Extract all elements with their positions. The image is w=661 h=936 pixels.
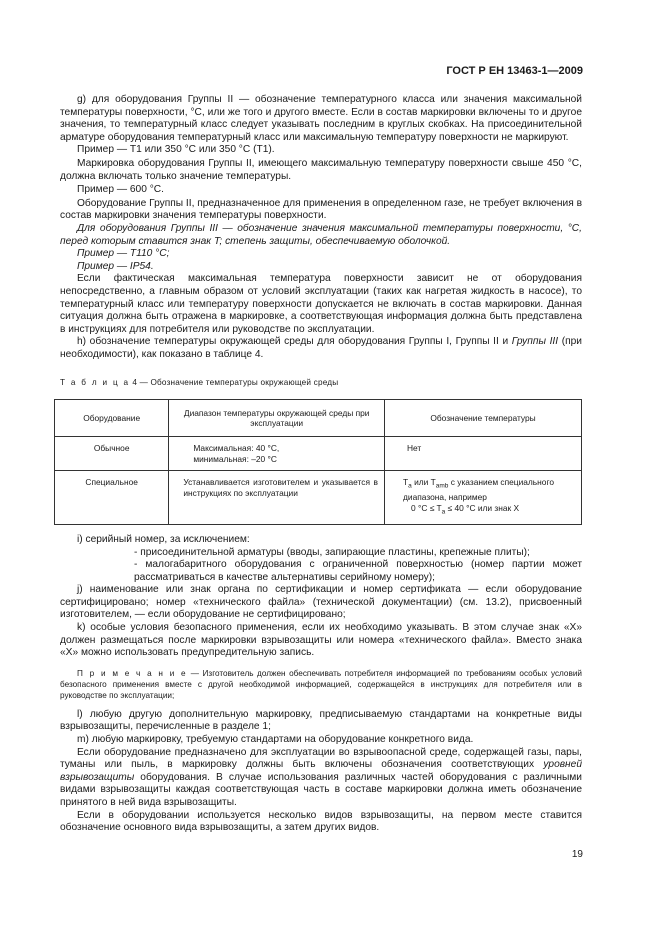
document-code-header: ГОСТ Р ЕН 13463-1—2009 (446, 65, 583, 77)
header-designation: Обозначение температуры (385, 400, 582, 437)
item-h-text: h) обозначение температуры окружающей среды для оборудования Группы I, Группы II и (77, 336, 512, 348)
header-equipment: Оборудование (55, 400, 169, 437)
item-h-paragraph (60, 336, 582, 361)
note-paragraph (60, 668, 582, 701)
table-row (55, 437, 582, 471)
item-g-paragraph: g) для оборудования Группы II — обозначение температурного класса или значения максимальной температуры поверхности, °C, или же того и другого вместе. Если в состав маркировки включены то и другое значения, то температурный класс следует указывать последним в круглых скобках. На присоединительной арматуре оборудования температурный класс или максимальную температуру поверхности не маркируют. (60, 94, 582, 143)
range-max: Максимальная: 40 °C, (193, 443, 280, 454)
table-header-row (55, 400, 582, 437)
range-min: минимальная: –20 °C (193, 453, 277, 464)
row-special-designation (385, 471, 582, 525)
row-ordinary-equipment: Обычное (55, 437, 169, 471)
example-subscript-a: a (441, 508, 446, 516)
note-prefix: П р и м е ч а н и е (77, 668, 188, 678)
table-row (55, 471, 582, 525)
row-ordinary-designation: Нет (385, 437, 582, 471)
item-m: m) любую маркировку, требуемую стандартами на оборудование конкретного вида. (77, 734, 474, 746)
page-number: 19 (571, 849, 583, 860)
p1-part-b: оборудования. В случае использования различных частей оборудования с различными видами взрывозащиты каждая соответствующая часть в составе маркировки должна иметь обозначение принятого в ней вида взрывозащиты. (60, 771, 582, 808)
group3-paragraph: Для оборудования Группы III — обозначение значения максимальной температуры поверхности, °C, перед которым ставится знак T; степень защиты, обеспечиваемую оболочкой. (60, 222, 582, 247)
example-t1: Пример — T1 или 350 °C или 350 °C (T1). (77, 144, 275, 156)
subscript-amb: amb (435, 482, 449, 490)
table-caption-text: 4 — Обозначение температуры окружающей среды (129, 378, 339, 388)
page-body (60, 94, 582, 835)
row-special-equipment: Специальное (55, 471, 169, 525)
symbol-t: T (403, 477, 409, 488)
subscript-a: a (408, 482, 412, 490)
multiple-protection-paragraph: Если в оборудовании используется несколько видов взрывозащиты, на первом месте ставится обозначение основного вида взрывозащиты, а затем других видов. (60, 809, 582, 834)
item-i: i) серийный номер, за исключением: (77, 533, 250, 545)
item-k: k) особые условия безопасного применения, если их необходимо указывать. В этом случае знак «X» должен размещаться после маркировки взрывозащиты или номера «технического файла». Вместо знака «X» можно использовать предупредительную запись. (60, 622, 582, 659)
example-ip54: Пример — IP54. (77, 260, 154, 272)
row-ordinary-range (169, 437, 385, 471)
header-range: Диапазон температуры окружающей среды при эксплуатации (169, 400, 385, 437)
table-caption (60, 377, 582, 390)
note-text: — Изготовитель должен обеспечивать потребителя информацией по требованиям особых условий безопасного применения вместе с другой необходимой информацией, содержащейся в инструкциях для потребителя или в руководстве по эксплуатации; (60, 668, 582, 700)
p1-part-a: Если оборудование предназначено для эксплуатации во взрывоопасной среде, содержащей газы, пары, туманы или пыль, в маркировку должны быть включены обозначения соответствующих (60, 746, 582, 771)
example-t110: Пример — T110 °C; (77, 248, 170, 260)
designation-rest: с указанием специального диапазона, например (403, 477, 554, 503)
p1-italic: уровней взрывозащиты (60, 759, 582, 783)
row-special-range: Устанавливается изготовителем и указывается в инструкциях по эксплуатации (169, 471, 385, 525)
designation-line (403, 477, 575, 503)
designation-example (403, 503, 575, 518)
item-j: j) наименование или знак органа по сертификации и номер сертификата — если оборудование сертифицировано; номер «технического файла» (технической документации) (см. 13.2), присвоенный изготовителем, — если оборудование не сертифицировано; (60, 584, 582, 621)
item-l: l) любую другую дополнительную маркировку, предписываемую стандартами на конкретные виды взрывозащиты, перечисленные в разделе 1; (60, 708, 582, 733)
ambient-temperature-table (54, 399, 582, 525)
or-t-text: или T (411, 477, 436, 488)
table-caption-prefix: Т а б л и ц а (60, 378, 130, 388)
group2-over450-paragraph: Маркировка оборудования Группы II, имеющего максимальную температуру поверхности свыше 450 °C, должна включать только значение температуры. (60, 157, 582, 182)
example-pre: 0 °C ≤ T (411, 502, 442, 513)
actual-temperature-paragraph: Если фактическая максимальная температура поверхности зависит не от оборудования непосредственно, а главным образом от условий эксплуатации (таких как нагретая жидкость в насосе), то температурный класс или температуру поверхности допускается не включать в состав маркировки. Данная ситуация должна быть отражена в маркировке, а соответствующая информация должна быть представлена в инструкциях для потребителя или руководстве по эксплуатации. (60, 273, 582, 335)
protection-levels-paragraph (60, 747, 582, 810)
example-post: ≤ 40 °C или знак X (445, 502, 520, 513)
item-i-dash-1: - присоединительной арматуры (вводы, запирающие пластины, крепежные плиты); (134, 546, 530, 558)
group2-specific-gas-paragraph: Оборудование Группы II, предназначенное для применения в определенном газе, не требует включения в состав маркировки значения температуры поверхности. (60, 197, 582, 222)
example-600: Пример — 600 °C. (77, 184, 164, 196)
item-h-tail: (при необходимости), как показано в таблице 4. (60, 336, 582, 360)
item-h-group3: Группы III (511, 336, 559, 348)
item-i-dash-2: - малогабаритного оборудования с ограниченной поверхностью (номер партии может рассматриваться в качестве альтернативы серийному номеру); (134, 559, 582, 583)
